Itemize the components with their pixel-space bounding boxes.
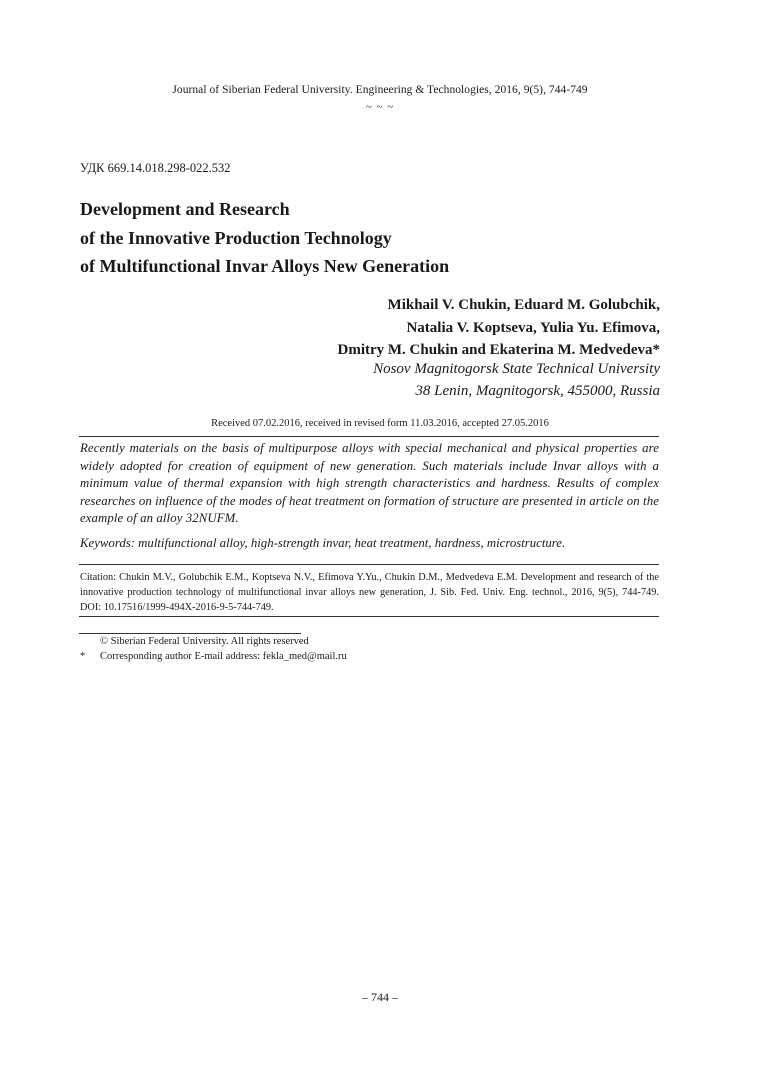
author-line: Mikhail V. Chukin, Eduard M. Golubchik, xyxy=(387,297,660,313)
affiliation xyxy=(100,358,660,402)
received-dates: Received 07.02.2016, received in revised form 11.03.2016, accepted 27.05.2016 xyxy=(211,418,549,429)
udk-code: УДК 669.14.018.298-022.532 xyxy=(80,161,231,175)
divider-citation-bottom xyxy=(79,616,659,617)
title-line: of the Innovative Production Technology xyxy=(80,227,392,248)
keywords: Keywords: multifunctional alloy, high-strength invar, heat treatment, hardness, microstructure. xyxy=(80,536,566,550)
corresponding-email-text: Corresponding author E-mail address: fekla_med@mail.ru xyxy=(100,651,347,662)
page-number: – 744 – xyxy=(362,990,398,1004)
divider-citation-top xyxy=(79,564,659,565)
copyright-text: © Siberian Federal University. All rights reserved xyxy=(100,636,309,647)
divider-top xyxy=(79,436,659,437)
abstract: Recently materials on the basis of multipurpose alloys with special mechanical and physical properties are widely adopted for creation of equipment of new generation. Such materials include Invar alloys with a minimum value of thermal expansion with high strength characteristics and hardness. Results of complex researches on influence of the modes of heat treatment on formation of structure are presented in article on the example of an alloy 32NUFM. xyxy=(80,441,659,525)
journal-header: Journal of Siberian Federal University. Engineering & Technologies, 2016, 9(5), 744-749 xyxy=(172,84,588,96)
footnote-copyright xyxy=(80,635,309,649)
footnote-mark: * xyxy=(80,651,86,662)
footnote-rule xyxy=(79,633,301,634)
header-ornament: ~ ~ ~ xyxy=(365,101,395,113)
author-line: Natalia V. Koptseva, Yulia Yu. Efimova, xyxy=(406,319,660,336)
footnote-corresponding xyxy=(80,650,347,664)
author-line: Dmitry M. Chukin and Ekaterina M. Medvedeva* xyxy=(337,342,660,358)
paper-title xyxy=(80,195,680,281)
author-list xyxy=(100,294,660,362)
affiliation-line: Nosov Magnitogorsk State Technical University xyxy=(373,361,660,377)
citation: Citation: Chukin M.V., Golubchik E.M., Koptseva N.V., Efimova Y.Yu., Chukin D.M., Medvedeva E.M. Development and research of the innovative production technology of multifunctional invar alloys new generation, J. Sib. Fed. Univ. Eng. technol., 2016, 9(5), 744-749. DOI: 10.17516/1999-494X-2016-9-5-744-749. xyxy=(80,572,659,613)
affiliation-line: 38 Lenin, Magnitogorsk, 455000, Russia xyxy=(415,383,660,399)
title-line: of Multifunctional Invar Alloys New Generation xyxy=(80,256,450,276)
title-line: Development and Research xyxy=(80,199,290,219)
